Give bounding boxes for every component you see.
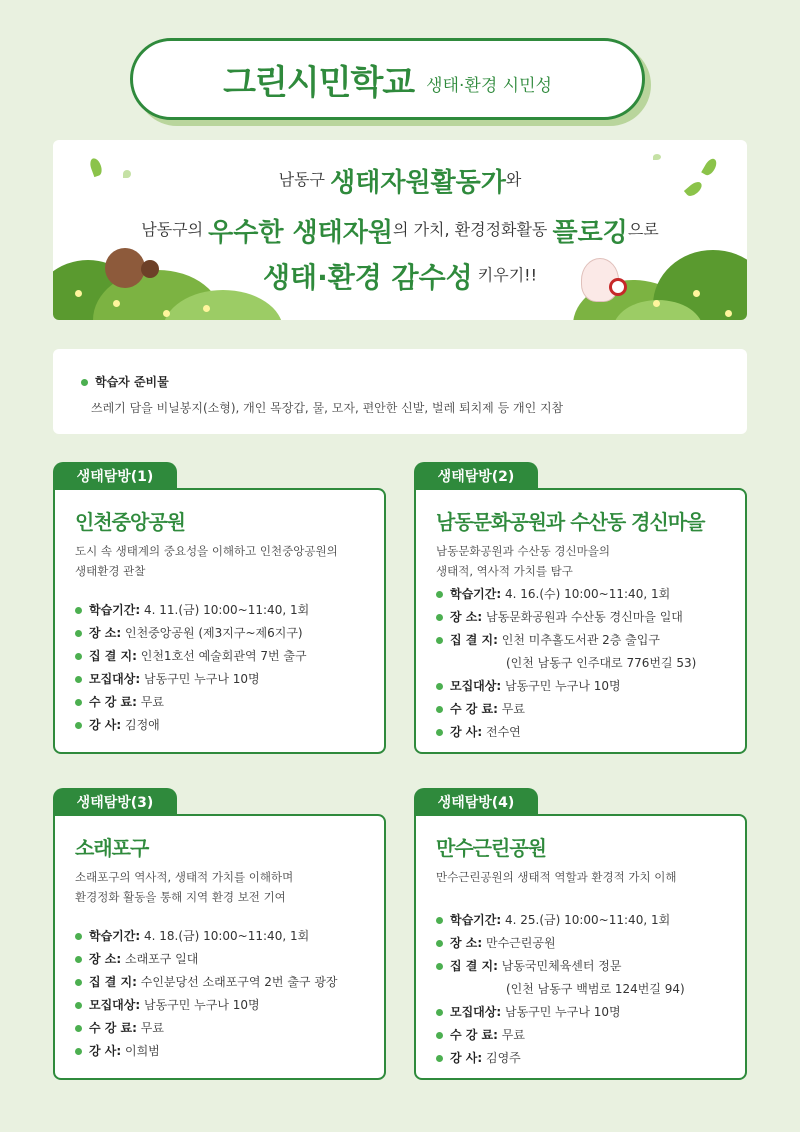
bullet-icon <box>75 979 82 986</box>
flower-icon <box>203 305 210 312</box>
squirrel-icon <box>105 248 145 288</box>
page-subtitle: 생태·환경 시민성 <box>426 75 552 96</box>
bullet-icon <box>436 591 443 598</box>
info-place: 장 소: 인천중앙공원 (제3지구~제6지구) <box>75 622 366 645</box>
info-teacher: 강 사: 전수연 <box>436 721 727 744</box>
card-tab: 생태탐방(4) <box>414 788 538 816</box>
prep-title: 학습자 준비물 <box>81 373 719 390</box>
intro-banner <box>53 140 747 320</box>
flower-icon <box>693 290 700 297</box>
bullet-icon <box>75 933 82 940</box>
flower-icon <box>163 310 170 317</box>
card-description: 남동문화공원과 수산동 경신마을의 생태적, 역사적 가치를 탐구 <box>436 544 610 578</box>
bullet-icon <box>436 963 443 970</box>
info-target: 모집대상: 남동구민 누구나 10명 <box>436 1001 727 1024</box>
info-place: 장 소: 소래포구 일대 <box>75 948 366 971</box>
bullet-icon <box>436 1032 443 1039</box>
banner-line-2: 남동구의 우수한 생태자원의 가치, 환경정화활동 플로깅으로 <box>141 218 659 248</box>
bullet-icon <box>436 1055 443 1062</box>
program-card-2 <box>414 462 747 754</box>
info-meet-address: (인천 남동구 인주대로 776번길 53) <box>506 656 697 670</box>
bullet-icon <box>75 1002 82 1009</box>
flower-icon <box>653 300 660 307</box>
flower-icon <box>725 310 732 317</box>
card-body <box>53 488 386 754</box>
bullet-icon <box>436 1009 443 1016</box>
info-fee: 수 강 료: 무료 <box>75 1017 366 1040</box>
bullet-icon <box>75 1025 82 1032</box>
bullet-icon <box>75 722 82 729</box>
info-meet: 집 결 지: 수인분당선 소래포구역 2번 출구 광장 <box>75 971 366 994</box>
info-meet: 집 결 지: 인천1호선 예술회관역 7번 출구 <box>75 645 366 668</box>
card-body <box>414 814 747 1080</box>
bullet-icon <box>75 676 82 683</box>
card-tab: 생태탐방(2) <box>414 462 538 490</box>
info-period: 학습기간: 4. 11.(금) 10:00~11:40, 1회 <box>75 599 366 622</box>
info-place: 장 소: 남동문화공원과 수산동 경신마을 일대 <box>436 606 727 629</box>
program-card-1 <box>53 462 386 754</box>
prep-text: 쓰레기 담을 비닐봉지(소형), 개인 목장갑, 물, 모자, 편안한 신발, 벌레 퇴치제 등 개인 지참 <box>91 401 564 415</box>
bullet-icon <box>75 699 82 706</box>
info-target: 모집대상: 남동구민 누구나 10명 <box>75 994 366 1017</box>
banner-line-3: 생태·환경 감수성 키우기!! <box>262 261 538 294</box>
bullet-icon <box>436 614 443 621</box>
acorn-icon <box>141 260 159 278</box>
card-title: 소래포구 <box>75 836 149 860</box>
card-description: 도시 속 생태계의 중요성을 이해하고 인천중앙공원의 생태환경 관찰 <box>75 544 338 578</box>
info-target: 모집대상: 남동구민 누구나 10명 <box>436 675 727 698</box>
info-teacher: 강 사: 김정애 <box>75 714 366 737</box>
bullet-icon <box>75 653 82 660</box>
page-title: 그린시민학교 <box>223 62 415 103</box>
bullet-icon <box>436 917 443 924</box>
card-title: 인천중앙공원 <box>75 510 185 534</box>
bullet-icon <box>436 706 443 713</box>
bullet-icon <box>436 729 443 736</box>
info-teacher: 강 사: 김영주 <box>436 1047 727 1070</box>
bullet-icon <box>436 637 443 644</box>
info-teacher: 강 사: 이희범 <box>75 1040 366 1063</box>
info-meet-address: (인천 남동구 백범로 124번길 94) <box>506 982 685 996</box>
card-body <box>414 488 747 754</box>
info-period: 학습기간: 4. 18.(금) 10:00~11:40, 1회 <box>75 925 366 948</box>
leaf-icon <box>653 154 661 160</box>
program-card-3 <box>53 788 386 1080</box>
info-fee: 수 강 료: 무료 <box>75 691 366 714</box>
card-description: 만수근린공원의 생태적 역할과 환경적 가치 이해 <box>436 870 677 884</box>
info-place: 장 소: 만수근린공원 <box>436 932 727 955</box>
prep-box <box>53 349 747 434</box>
card-body <box>53 814 386 1080</box>
card-tab: 생태탐방(3) <box>53 788 177 816</box>
flower-icon <box>75 290 82 297</box>
bullet-icon <box>75 1048 82 1055</box>
info-target: 모집대상: 남동구민 누구나 10명 <box>75 668 366 691</box>
info-meet: 집 결 지: 인천 미추홀도서관 2층 출입구 <box>436 629 727 652</box>
bullet-icon <box>81 379 88 386</box>
flower-icon <box>113 300 120 307</box>
card-description: 소래포구의 역사적, 생태적 가치를 이해하며 환경정화 활동을 통해 지역 환경 보전 기여 <box>75 870 294 904</box>
program-card-4 <box>414 788 747 1080</box>
bullet-icon <box>75 630 82 637</box>
info-period: 학습기간: 4. 16.(수) 10:00~11:40, 1회 <box>436 583 727 606</box>
info-meet: 집 결 지: 남동국민체육센터 정문 <box>436 955 727 978</box>
card-tab: 생태탐방(1) <box>53 462 177 490</box>
card-title: 만수근린공원 <box>436 836 546 860</box>
bullet-icon <box>75 607 82 614</box>
bullet-icon <box>436 683 443 690</box>
title-banner <box>130 38 645 120</box>
magnifier-icon <box>609 278 627 296</box>
bullet-icon <box>75 956 82 963</box>
card-title: 남동문화공원과 수산동 경신마을 <box>436 510 705 534</box>
banner-line-1: 남동구 생태자원활동가와 <box>278 168 522 198</box>
bullet-icon <box>436 940 443 947</box>
info-fee: 수 강 료: 무료 <box>436 1024 727 1047</box>
info-fee: 수 강 료: 무료 <box>436 698 727 721</box>
info-period: 학습기간: 4. 25.(금) 10:00~11:40, 1회 <box>436 909 727 932</box>
